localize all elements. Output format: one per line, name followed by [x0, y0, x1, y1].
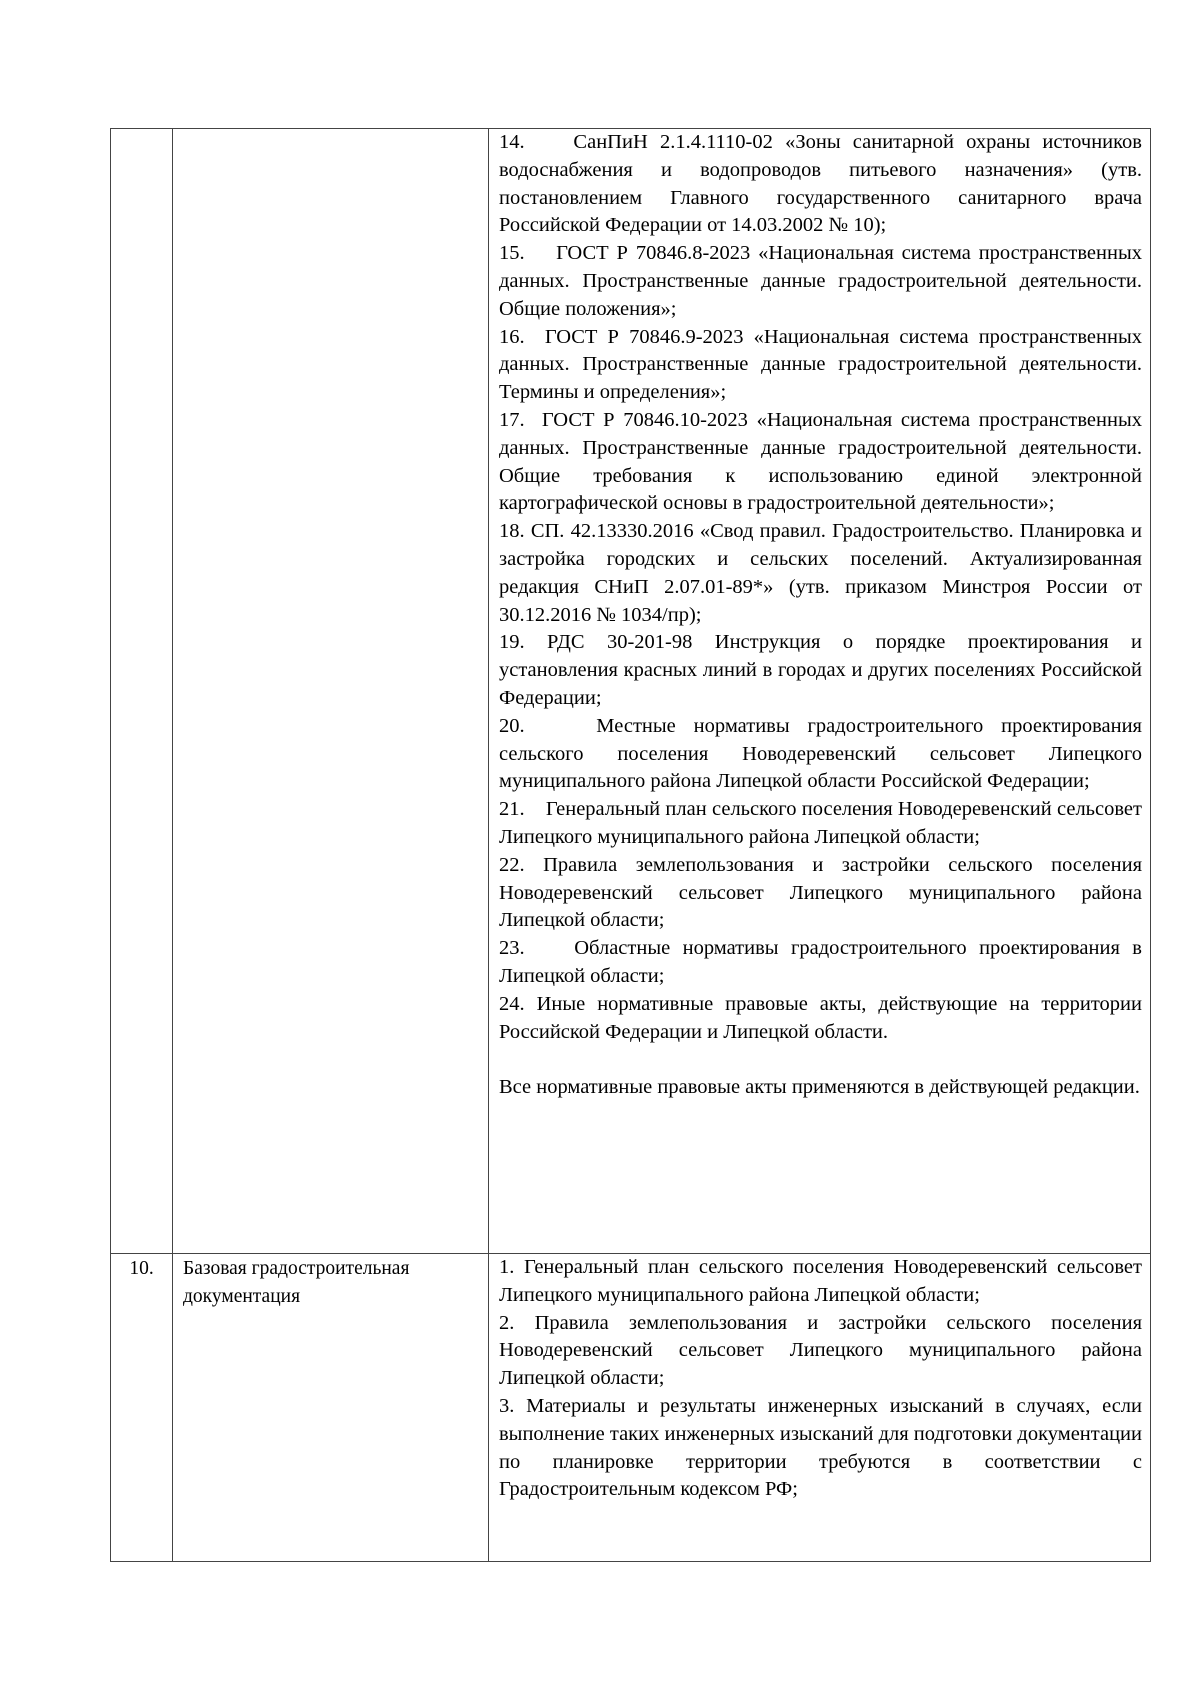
paragraph-spacer	[499, 1046, 1142, 1074]
row-title-cell	[173, 129, 489, 1254]
note-paragraph: Все нормативные правовые акты применяются в действующей редакции.	[499, 1076, 1140, 1099]
list-item: 14. СанПиН 2.1.4.1110-02 «Зоны санитарной охраны источников водоснабжения и водопроводов питьевого назначения» (утв. постановлением Главного государственного санитарного врача Российской Федерации от 14.03.2002 № 10);	[499, 131, 1142, 237]
list-item: 21. Генеральный план сельского поселения Новодеревенский сельсовет Липецкого муниципального района Липецкой области;	[499, 798, 1142, 848]
list-item: 3. Материалы и результаты инженерных изысканий в случаях, если выполнение таких инженерных изысканий для подготовки документации по планировке территории требуются в соответствии с Градостроительным кодексом РФ;	[499, 1394, 1142, 1501]
row-number-cell: 10.	[111, 1254, 173, 1562]
row-content-cell	[489, 129, 1151, 1254]
list-item: 17. ГОСТ Р 70846.10-2023 «Национальная система пространственных данных. Пространственные данные градостроительной деятельности. Общие требования к использованию единой электронной картографической основы в градостроительной деятельности»;	[499, 408, 1142, 515]
list-item: 20. Местные нормативы градостроительного проектирования сельского поселения Новодеревенский сельсовет Липецкого муниципального района Липецкой области Российской Федерации;	[499, 714, 1142, 793]
row-content-cell	[489, 1254, 1151, 1562]
list-item: 23. Областные нормативы градостроительного проектирования в Липецкой области;	[499, 937, 1142, 987]
row-title-cell: Базовая градостроительная документация	[173, 1254, 489, 1562]
requirements-table	[110, 128, 1151, 1562]
list-item: 18. СП. 42.13330.2016 «Свод правил. Градостроительство. Планировка и застройка городских и сельских поселений. Актуализированная редакция СНиП 2.07.01-89*» (утв. приказом Минстроя России от 30.12.2016 № 1034/пр);	[499, 520, 1142, 626]
list-item: 24. Иные нормативные правовые акты, действующие на территории Российской Федерации и Липецкой области.	[499, 992, 1142, 1043]
table-row	[111, 129, 1151, 1254]
list-item: 2. Правила землепользования и застройки сельского поселения Новодеревенский сельсовет Липецкого муниципального района Липецкой области;	[499, 1311, 1142, 1390]
row-number-cell	[111, 129, 173, 1254]
list-item: 15. ГОСТ Р 70846.8-2023 «Национальная система пространственных данных. Пространственные данные градостроительной деятельности. Общие положения»;	[499, 242, 1142, 320]
list-item: 22. Правила землепользования и застройки сельского поселения Новодеревенский сельсовет Липецкого муниципального района Липецкой области;	[499, 853, 1142, 932]
list-item: 16. ГОСТ Р 70846.9-2023 «Национальная система пространственных данных. Пространственные данные градостроительной деятельности. Термины и определения»;	[499, 325, 1142, 404]
table-row	[111, 1254, 1151, 1562]
list-item: 19. РДС 30-201-98 Инструкция о порядке проектирования и установления красных линий в городах и других поселениях Российской Федерации;	[499, 631, 1142, 709]
list-item: 1. Генеральный план сельского поселения Новодеревенский сельсовет Липецкого муниципального района Липецкой области;	[499, 1256, 1142, 1306]
